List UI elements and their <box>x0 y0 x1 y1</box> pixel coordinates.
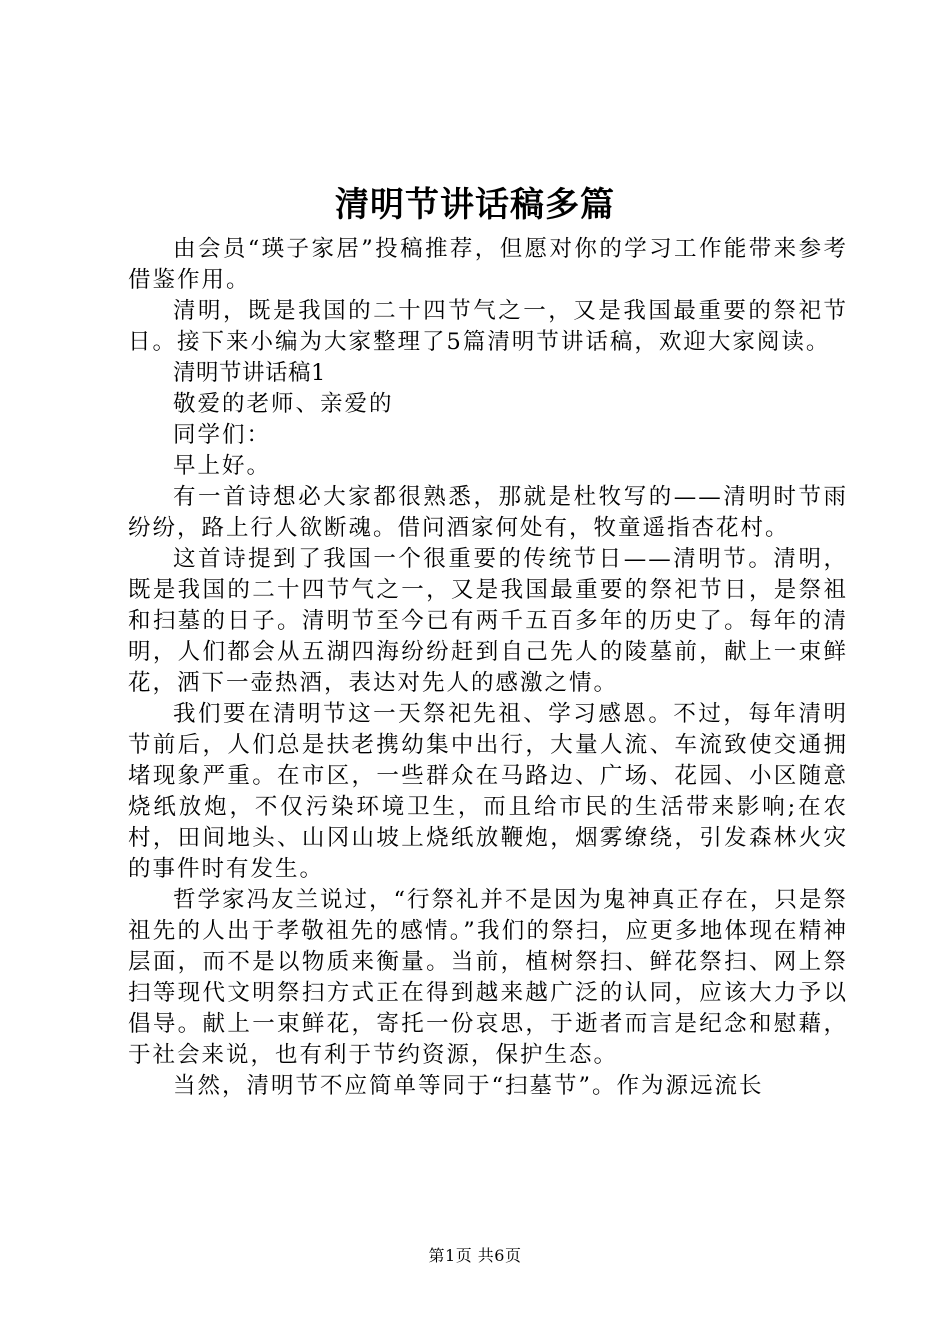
paragraph: 我们要在清明节这一天祭祀先祖、学习感恩。不过，每年清明节前后，人们总是扶老携幼集中出行，大量人流、车流致使交通拥堵现象严重。在市区，一些群众在马路边、广场、花园、小区随意烧纸放炮，不仅污染环境卫生，而且给市民的生活带来影响;在农村，田间地头、山冈山坡上烧纸放鞭炮，烟雾缭绕，引发森林火灾的事件时有发生。 <box>128 701 848 882</box>
paragraph: 当然，清明节不应简单等同于“扫墓节”。作为源远流长 <box>173 1073 764 1099</box>
document-title: 清明节讲话稿多篇 <box>335 185 615 225</box>
paragraph: 这首诗提到了我国一个很重要的传统节日——清明节。清明，既是我国的二十四节气之一，又是我国最重要的祭祀节日，是祭祖和扫墓的日子。清明节至今已有两千五百多年的历史了。每年的清明，人们都会从五湖四海纷纷赶到自己先人的陵墓前，献上一束鲜花，洒下一壶热酒，表达对先人的感激之情。 <box>128 546 848 696</box>
paragraph: 清明，既是我国的二十四节气之一，又是我国最重要的祭祀节日。接下来小编为大家整理了5篇清明节讲话稿，欢迎大家阅读。 <box>128 298 848 355</box>
paragraph: 同学们： <box>173 422 272 448</box>
paragraph: 清明节讲话稿1 <box>173 360 326 386</box>
paragraph: 有一首诗想必大家都很熟悉，那就是杜牧写的——清明时节雨纷纷，路上行人欲断魂。借问酒家何处有，牧童遥指杏花村。 <box>128 484 848 541</box>
paragraph: 哲学家冯友兰说过，“行祭礼并不是因为鬼神真正存在，只是祭祖先的人出于孝敬祖先的感情。”我们的祭扫，应更多地体现在精神层面，而不是以物质来衡量。当前，植树祭扫、鲜花祭扫、网上祭扫等现代文明祭扫方式正在得到越来越广泛的认同，应该大力予以倡导。献上一束鲜花，寄托一份哀思，于逝者而言是纪念和慰藉，于社会来说，也有利于节约资源，保护生态。 <box>128 887 849 1068</box>
page-footer: 第1页 共6页 <box>428 1246 522 1265</box>
paragraph: 由会员“瑛子家居”投稿推荐，但愿对你的学习工作能带来参考借鉴作用。 <box>128 236 848 293</box>
document-body <box>128 234 848 1102</box>
paragraph: 敬爱的老师、亲爱的 <box>173 391 394 417</box>
paragraph: 早上好。 <box>173 453 272 479</box>
